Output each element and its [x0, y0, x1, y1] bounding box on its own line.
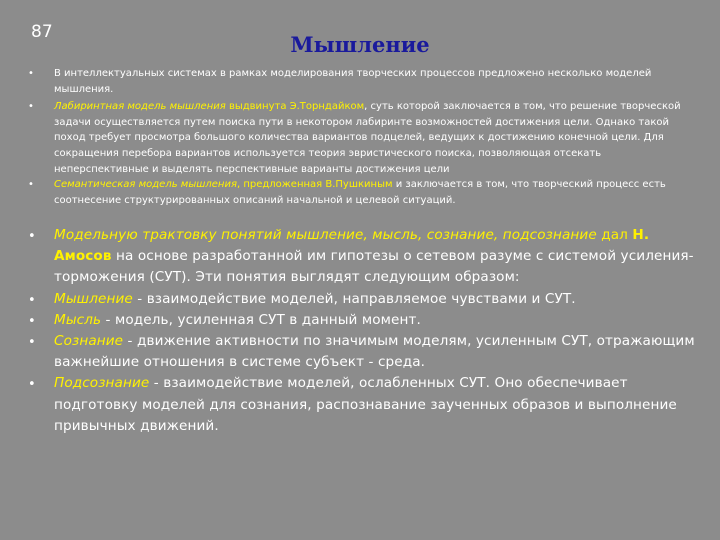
list-item-text: на основе разработанной им гипотезы о сетевом разуме с системой усиления-торможения (СУТ). Эти понятия выглядят следующим образом:	[54, 248, 694, 286]
slide-number: 87	[31, 22, 53, 42]
list-item-mid: , предложенная	[236, 179, 326, 191]
list-item-highlight: Модельную трактовку понятий мышление, мысль, сознание, подсознание	[54, 227, 597, 243]
bullet-dot-icon: •	[28, 335, 36, 351]
list-item-mid: дал	[596, 227, 633, 243]
list-item	[28, 373, 700, 437]
bullet-dot-icon: •	[28, 101, 34, 113]
list-item-text: - модель, усиленная СУТ в данный момент.	[101, 311, 421, 328]
list-item-text: - взаимодействие моделей, ослабленных СУТ. Оно обеспечивает подготовку моделей для сознания, распознавание заученных образов и выполнение привычных движений.	[54, 375, 677, 434]
list-item-highlight: Мышление	[54, 290, 133, 307]
intro-list	[28, 66, 693, 208]
list-item-name: В.Пушкиным	[325, 179, 393, 191]
list-item-text: , суть которой заключается в том, что решение творческой задачи осуществляется путем поиска пути в некотором лабиринте возможностей достижения цели. Однако такой поход требует просмотра большого количества вариантов подцелей, ведущих к достижению конечной цели. Для сокращения перебора вариантов используется теория эвристического поиска, позволяющая отсекать неперспективные и выделять перспективные варианты достижения цели	[54, 101, 681, 175]
list-item	[28, 177, 693, 208]
list-item-text: - движение активности по значимым моделям, усиленным СУТ, отражающим важнейшие отношения в системе субъект - среда.	[54, 333, 695, 371]
list-item-text: - взаимодействие моделей, направляемое чувствами и СУТ.	[132, 290, 576, 307]
list-item-highlight: Сознание	[54, 333, 124, 350]
list-item-text: В интеллектуальных системах в рамках моделирования творческих процессов предложено несколько моделей мышления.	[54, 68, 652, 95]
bullet-dot-icon: •	[28, 179, 34, 191]
bullet-dot-icon: •	[28, 229, 36, 244]
list-item	[28, 310, 700, 331]
main-list	[28, 225, 700, 437]
list-item	[28, 66, 693, 97]
list-item-highlight: Лабиринтная модель мышления	[54, 101, 226, 113]
list-item-highlight: Подсознание	[54, 375, 150, 392]
bullet-dot-icon: •	[28, 313, 36, 329]
list-item-highlight: Мысль	[54, 311, 102, 328]
list-item-name: Н. Амосов	[54, 227, 650, 265]
bullet-dot-icon: •	[28, 68, 34, 79]
list-item-highlight: Семантическая модель мышления	[54, 179, 237, 191]
list-item-name: Э.Торндайком	[289, 101, 365, 113]
list-item	[28, 99, 693, 177]
list-item	[28, 331, 700, 373]
bullet-dot-icon: •	[28, 292, 36, 308]
list-item	[28, 225, 700, 289]
list-item-text: и заключается в том, что творческий процесс есть соотнесение структурированных описаний начальной и целевой ситуаций.	[54, 179, 666, 206]
bullet-dot-icon: •	[28, 377, 36, 393]
list-item-mid: выдвинута	[225, 101, 290, 113]
slide-title-text: Мышление	[290, 32, 430, 57]
slide-title	[0, 32, 720, 57]
list-item	[28, 289, 700, 310]
